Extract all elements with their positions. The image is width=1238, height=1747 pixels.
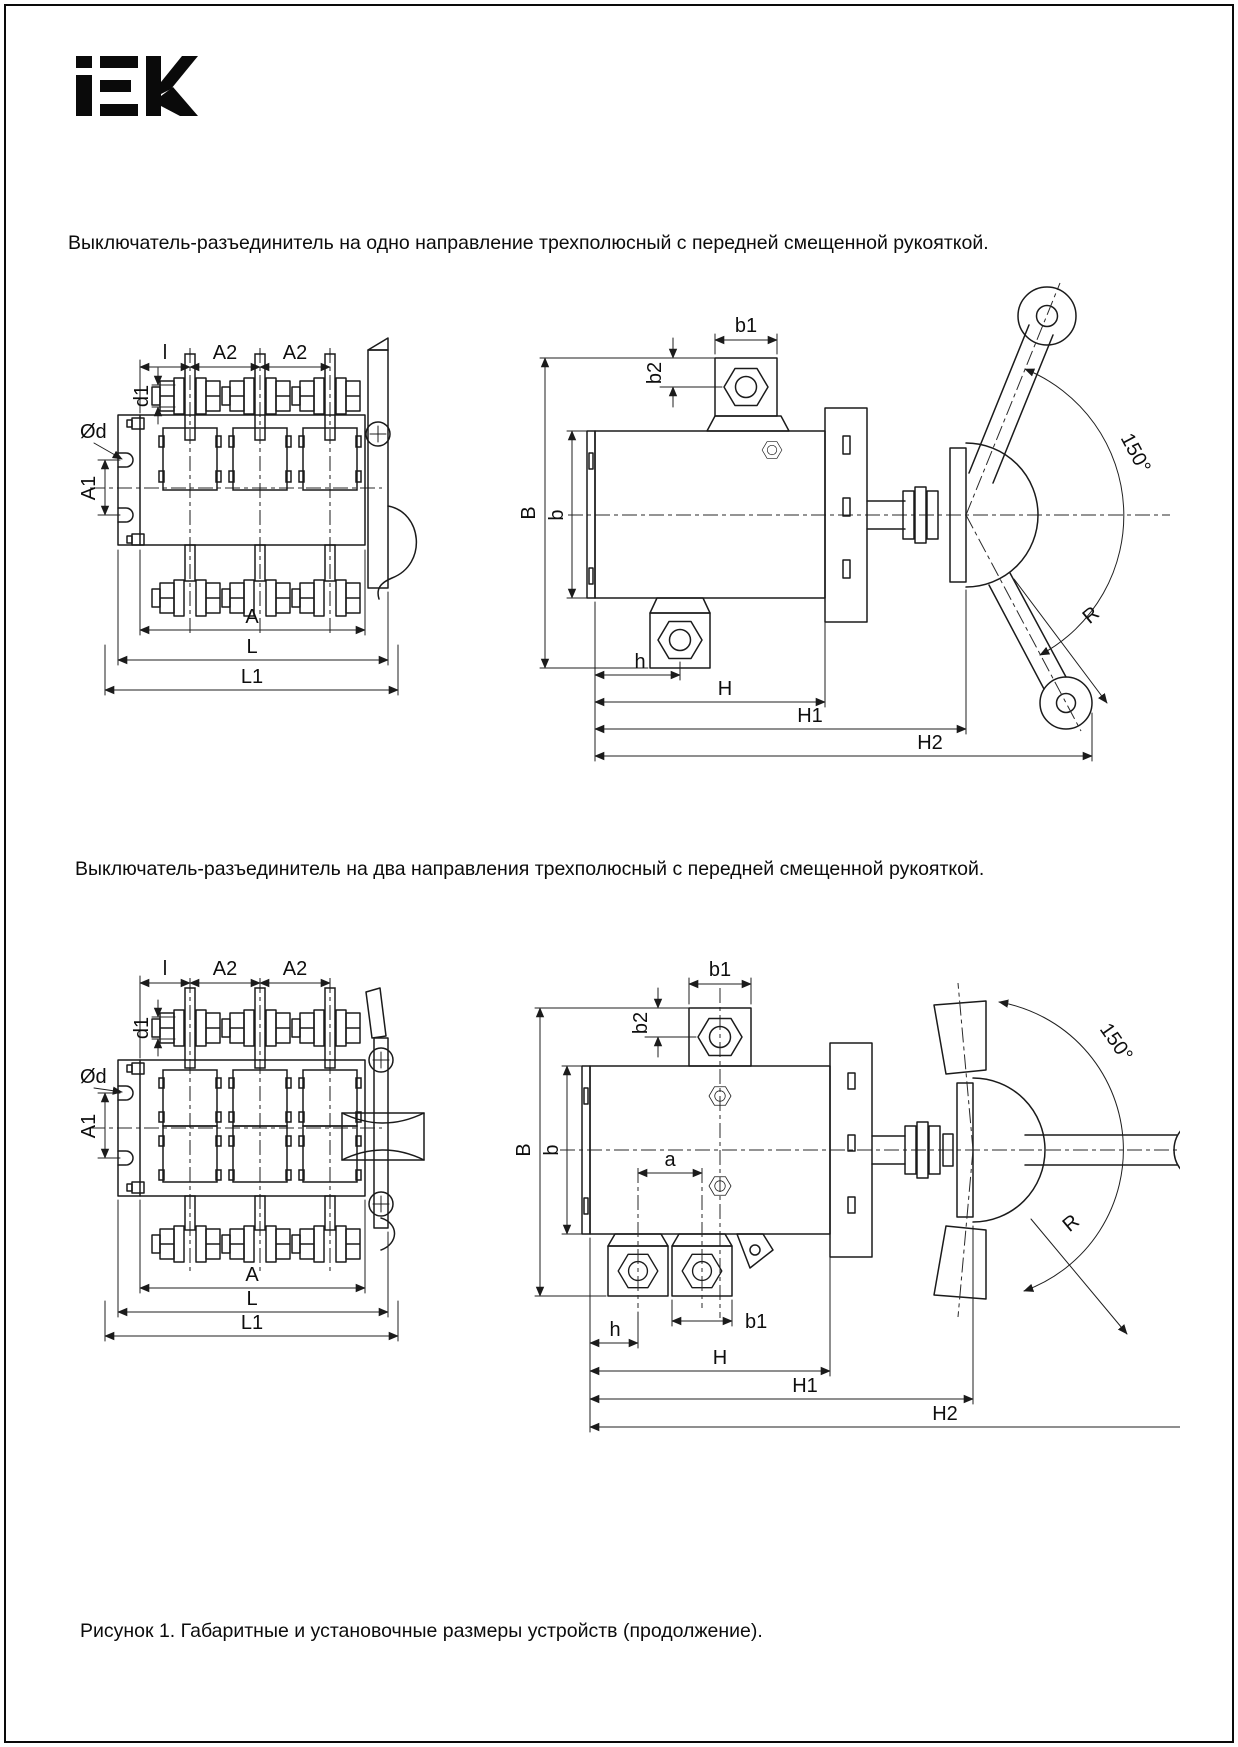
dim-label-B: B — [513, 1143, 535, 1157]
dim-label-a: a — [664, 1149, 676, 1171]
dim-label-H: H — [717, 678, 733, 700]
iek-logo-mark — [76, 56, 198, 116]
dim-label-a2: A2 — [212, 342, 238, 364]
dim-label-a2: A2 — [282, 958, 308, 980]
dim-label-d1: d1 — [131, 1016, 153, 1040]
fig2-dim-a — [638, 1149, 702, 1173]
dim-label-dia-d: Ød — [80, 1066, 107, 1088]
fig1-dim-top — [140, 342, 330, 413]
fig1-dim-bottom — [595, 590, 1092, 761]
dim-label-A: A — [245, 1264, 259, 1286]
fig2-dim-B-b — [513, 1008, 606, 1296]
dim-label-B: B — [518, 506, 540, 520]
dim-label-a1: A1 — [78, 475, 100, 501]
fig1-dim-b1 — [715, 315, 777, 354]
fig2-handle-alt-up — [934, 983, 986, 1150]
dim-label-b1: b1 — [745, 1311, 768, 1333]
logo-text — [76, 116, 77, 117]
figure-caption: Рисунок 1. Габаритные и установочные размеры устройств (продолжение). — [80, 1620, 763, 1642]
figure1-title: Выключатель-разъединитель на одно направление трехполюсный с передней смещенной рукояткой. — [68, 232, 989, 254]
dim-label-a1: A1 — [78, 1113, 100, 1139]
fig2-body — [582, 1066, 830, 1268]
dim-label-l1: L1 — [240, 666, 264, 688]
dim-label-angle: 150° — [1095, 1019, 1137, 1066]
fig1-top-lug — [707, 358, 789, 431]
dim-label-b2: b2 — [630, 1011, 652, 1035]
fig2-handle-alt-down — [934, 1150, 986, 1317]
fig2-side-view — [513, 959, 1180, 1432]
fig1-drive-bar — [366, 338, 416, 599]
fig1-bottom-lug — [650, 598, 710, 668]
dim-label-h2: H2 — [917, 732, 943, 754]
dim-label-l: l — [162, 958, 168, 980]
dim-label-h: h — [634, 651, 646, 673]
dim-label-b1: b1 — [708, 959, 732, 981]
dim-label-l1: L1 — [240, 1312, 264, 1334]
dim-label-b: b — [541, 1144, 563, 1156]
dim-label-d1: d1 — [131, 384, 153, 408]
fig1-handle-off — [966, 515, 1092, 731]
fig2-dim-bottom — [105, 1200, 398, 1341]
figure1-drawing — [55, 268, 1180, 780]
dim-label-L: L — [246, 636, 258, 658]
dim-label-l: l — [162, 342, 168, 364]
fig1-dim-diameter — [80, 421, 122, 459]
fig2-dim-b2 — [535, 988, 696, 1057]
fig1-dim-b2 — [540, 338, 722, 407]
dim-label-h: h — [609, 1319, 621, 1341]
fig1-front-view — [78, 338, 416, 695]
iek-logo — [76, 56, 198, 116]
fig2-dim-a1 — [78, 1093, 120, 1158]
dim-label-b2: b2 — [644, 361, 666, 385]
fig2-front-view — [78, 958, 424, 1341]
dim-label-dia-d: Ød — [80, 421, 107, 443]
figure2-drawing — [55, 888, 1180, 1436]
dim-label-b: b — [546, 509, 568, 521]
fig1-side-view — [518, 283, 1170, 761]
dim-label-a2: A2 — [282, 342, 308, 364]
fig2-swing-arc — [999, 1002, 1137, 1334]
dim-label-r: R — [1078, 602, 1104, 629]
dim-label-A: A — [245, 606, 259, 628]
dim-label-b1: b1 — [734, 315, 758, 337]
fig1-dim-B-b — [518, 358, 648, 668]
fig2-dim-diameter — [80, 1066, 122, 1092]
dim-label-h1: H1 — [797, 705, 823, 727]
dim-label-h2: H2 — [932, 1403, 958, 1425]
fig1-dim-bottom — [105, 550, 398, 695]
fig1-dim-a1 — [78, 460, 120, 515]
figure2-title: Выключатель-разъединитель на два направления трехполюсный с передней смещенной рукояткой. — [75, 858, 985, 880]
fig2-bottom-lugs — [608, 1168, 732, 1308]
dim-label-h1: H1 — [792, 1375, 818, 1397]
dim-label-H: H — [712, 1347, 728, 1369]
dim-label-L: L — [246, 1288, 258, 1310]
dim-label-r: R — [1058, 1210, 1084, 1237]
fig1-handle-on — [966, 283, 1076, 515]
dim-label-angle: 150° — [1115, 429, 1155, 477]
dim-label-a2: A2 — [212, 958, 238, 980]
fig2-dim-bottom — [590, 1163, 1180, 1432]
